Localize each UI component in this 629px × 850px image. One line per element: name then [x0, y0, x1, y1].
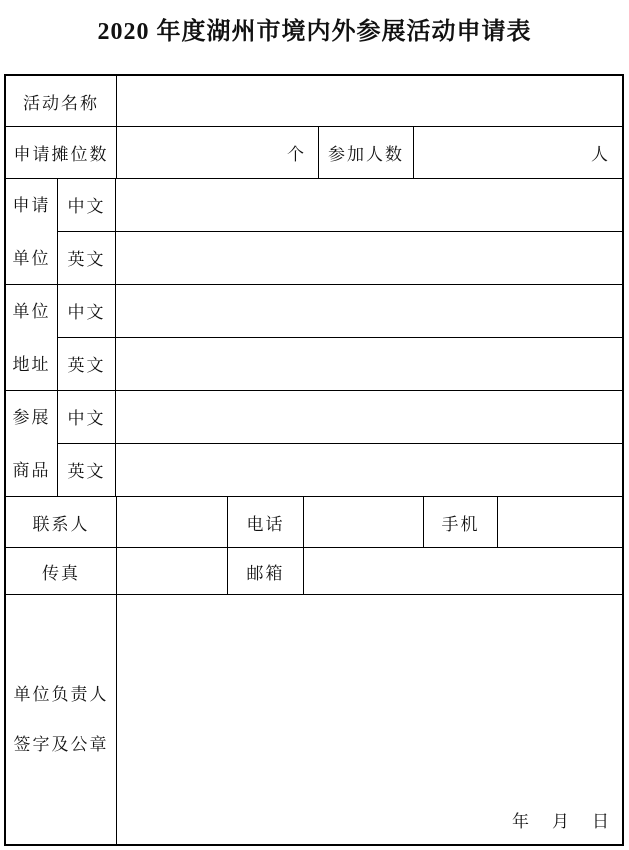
applicant-unit-zh-row [58, 179, 622, 232]
fax-label: 传真 [6, 548, 117, 594]
activity-name-label: 活动名称 [6, 76, 117, 126]
applicant-unit-subrows [58, 179, 622, 284]
chinese-label: 中文 [58, 285, 116, 337]
row-fax-email [6, 548, 622, 595]
signature-label-line1: 单位负责人 [13, 684, 109, 704]
unit-address-en-row [58, 338, 622, 391]
email-input[interactable] [304, 548, 622, 594]
english-label: 英文 [58, 338, 116, 391]
unit-address-subrows [58, 285, 622, 390]
group-unit-address [6, 285, 622, 391]
applicant-unit-label-line1: 申请 [12, 195, 51, 215]
row-activity-name [6, 76, 622, 127]
exhibit-products-label-line1: 参展 [12, 407, 51, 427]
participant-count-label: 参加人数 [319, 127, 414, 178]
telephone-input[interactable] [304, 497, 424, 547]
participant-unit-label: 人 [591, 145, 608, 164]
exhibit-products-en-row [58, 444, 622, 497]
unit-address-chinese-input[interactable] [116, 285, 622, 337]
email-label: 邮箱 [228, 548, 304, 594]
exhibit-products-zh-row [58, 391, 622, 444]
contact-person-label: 联系人 [6, 497, 117, 547]
unit-address-group-label [6, 285, 58, 390]
applicant-unit-english-input[interactable] [116, 232, 622, 285]
chinese-label: 中文 [58, 391, 116, 443]
exhibit-products-label-line2: 商品 [12, 460, 51, 480]
booth-count-input[interactable] [117, 127, 319, 178]
exhibit-products-group-label [6, 391, 58, 496]
group-applicant-unit [6, 179, 622, 285]
booth-count-label: 申请摊位数 [6, 127, 117, 178]
chinese-label: 中文 [58, 179, 116, 231]
exhibit-products-english-input[interactable] [116, 444, 622, 497]
row-booths-participants [6, 127, 622, 179]
activity-name-input[interactable] [117, 76, 622, 126]
group-exhibit-products [6, 391, 622, 497]
fax-input[interactable] [117, 548, 228, 594]
english-label: 英文 [58, 444, 116, 497]
unit-address-zh-row [58, 285, 622, 338]
applicant-unit-group-label [6, 179, 58, 284]
applicant-unit-chinese-input[interactable] [116, 179, 622, 231]
applicant-unit-label-line2: 单位 [12, 248, 51, 268]
application-form-table [4, 74, 624, 846]
signature-label [6, 595, 117, 844]
participant-count-input[interactable] [414, 127, 622, 178]
date-line: 年 月 日 [512, 812, 612, 831]
mobile-label: 手机 [424, 497, 498, 547]
unit-address-label-line2: 地址 [12, 354, 51, 374]
applicant-unit-en-row [58, 232, 622, 285]
unit-address-english-input[interactable] [116, 338, 622, 391]
row-contact [6, 497, 622, 548]
english-label: 英文 [58, 232, 116, 285]
signature-area[interactable] [117, 595, 622, 844]
row-signature [6, 595, 622, 844]
exhibit-products-subrows [58, 391, 622, 496]
mobile-input[interactable] [498, 497, 622, 547]
signature-label-line2: 签字及公章 [13, 734, 109, 754]
telephone-label: 电话 [228, 497, 304, 547]
form-title: 2020 年度湖州市境内外参展活动申请表 [97, 19, 532, 45]
contact-person-input[interactable] [117, 497, 228, 547]
exhibit-products-chinese-input[interactable] [116, 391, 622, 443]
booth-unit-label: 个 [287, 145, 304, 164]
unit-address-label-line1: 单位 [12, 301, 51, 321]
